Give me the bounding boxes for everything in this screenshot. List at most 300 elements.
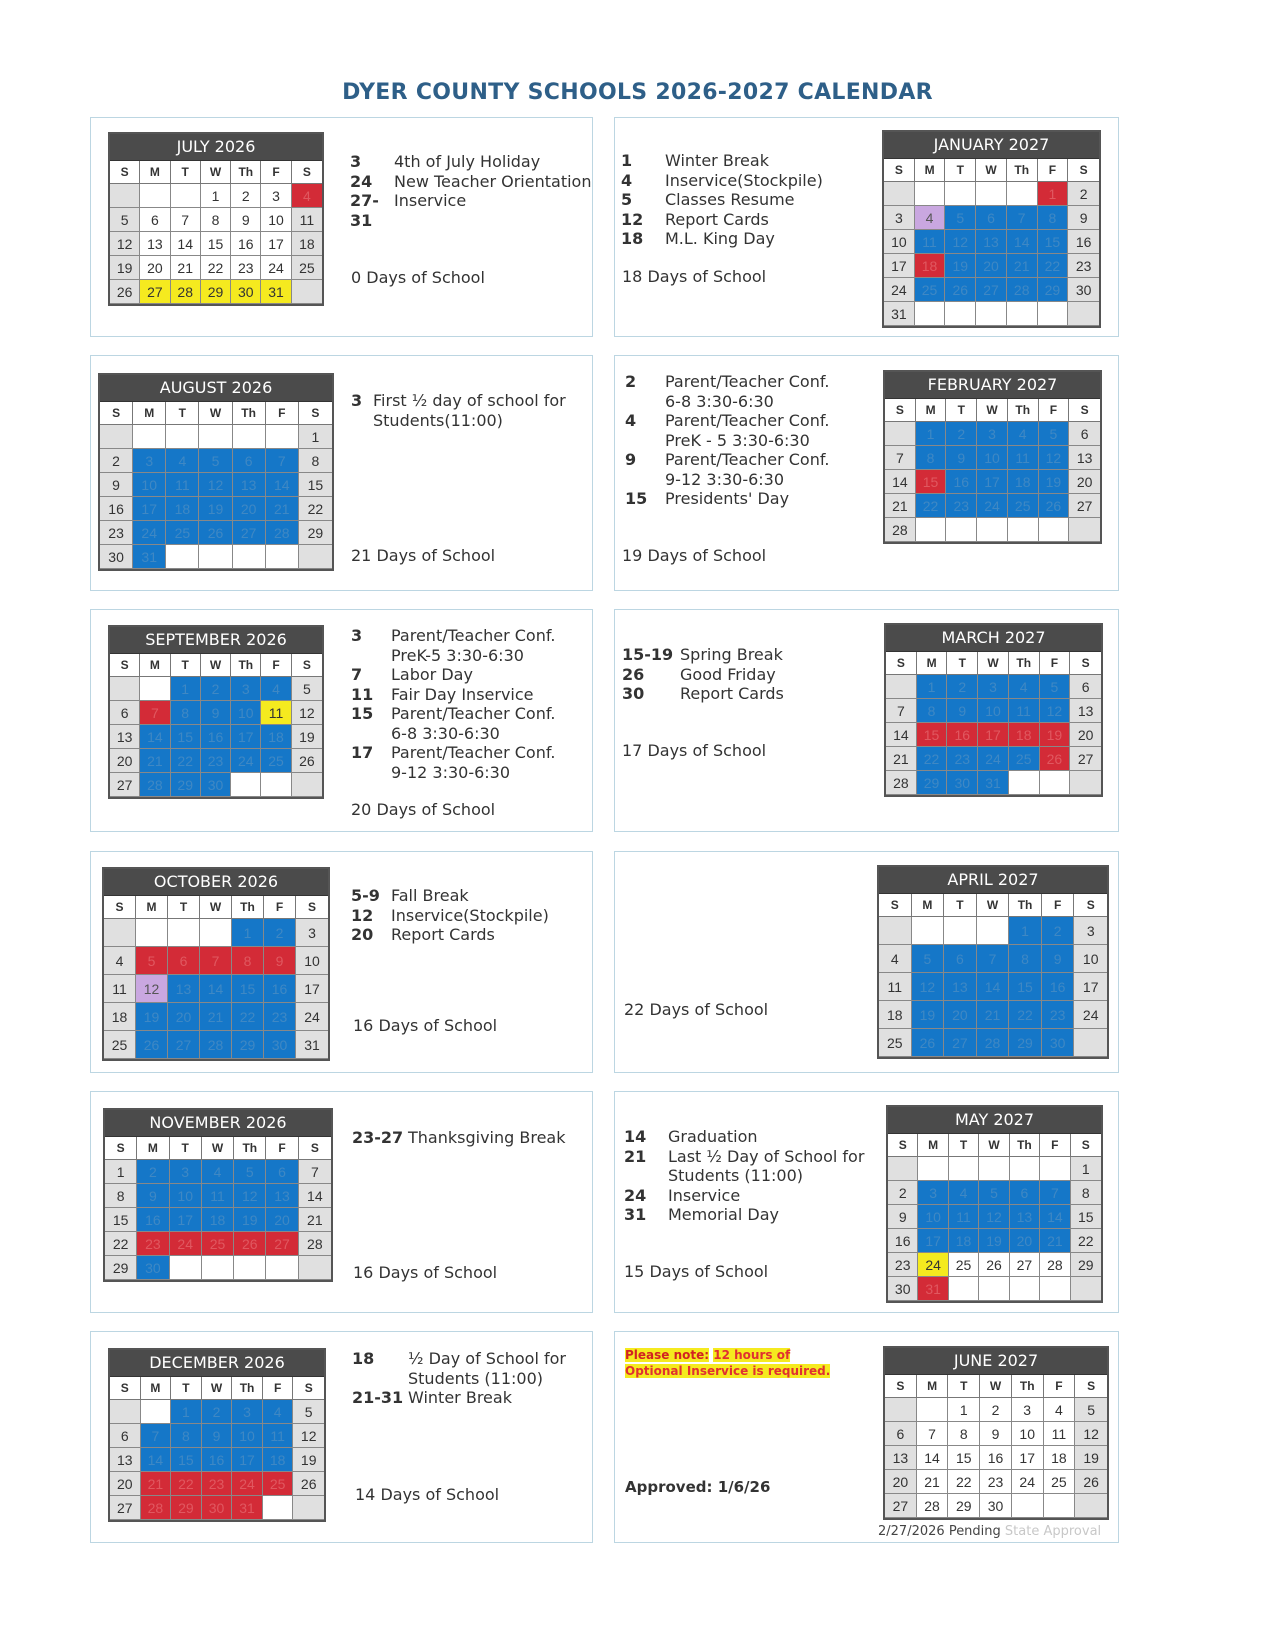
calendar-day: 21 <box>171 256 201 280</box>
calendar-day: 6 <box>885 1422 917 1446</box>
month-title: MAY 2027 <box>888 1107 1101 1134</box>
calendar-day: 20 <box>1069 470 1100 494</box>
calendar-day: 6 <box>110 701 140 725</box>
calendar-day: 28 <box>977 1029 1010 1057</box>
empty-day <box>1039 518 1070 542</box>
calendar-day: 21 <box>140 749 170 773</box>
note-item <box>351 743 555 782</box>
empty-day <box>918 1157 948 1181</box>
calendar-day: 4 <box>949 1181 979 1205</box>
calendar-day: 16 <box>1042 973 1075 1001</box>
calendar-day: 17 <box>1012 1446 1044 1470</box>
calendar-day: 13 <box>1010 1205 1040 1229</box>
calendar-day: 18 <box>1008 470 1039 494</box>
calendar-day: 13 <box>944 973 977 1001</box>
calendar-day: 22 <box>171 749 201 773</box>
calendar-day: 7 <box>1040 1181 1070 1205</box>
calendar-day: 2 <box>100 449 133 473</box>
note-text: Fall Break <box>391 886 469 905</box>
calendar-day: 23 <box>202 1472 233 1496</box>
calendar-day: 27 <box>944 1029 977 1057</box>
calendar-day: 20 <box>944 1001 977 1029</box>
empty-day <box>1007 182 1038 206</box>
calendar-day: 27 <box>976 278 1007 302</box>
empty-day <box>884 182 915 206</box>
empty-day <box>140 677 170 701</box>
note-date: 7 <box>351 665 363 684</box>
calendar-day: 18 <box>263 1448 294 1472</box>
calendar-day: 24 <box>978 747 1009 771</box>
day-header: S <box>110 654 140 677</box>
calendar-day: 5 <box>1040 675 1071 699</box>
note-item <box>351 906 549 926</box>
empty-day <box>231 773 261 797</box>
day-header: S <box>1071 1134 1101 1157</box>
calendar-day: 3 <box>1074 917 1107 945</box>
calendar-day: 16 <box>980 1446 1012 1470</box>
calendar-day: 6 <box>1069 422 1100 446</box>
calendar-day: 17 <box>133 497 166 521</box>
note-text: First ½ day of school for Students(11:00) <box>373 391 566 430</box>
calendar-may <box>886 1105 1103 1303</box>
calendar-day: 12 <box>945 230 976 254</box>
empty-day <box>949 1277 979 1301</box>
calendar-day: 10 <box>231 701 261 725</box>
calendar-day: 28 <box>917 1494 949 1518</box>
day-header: F <box>1040 1134 1070 1157</box>
footer-status: Pending <box>948 1524 1001 1539</box>
calendar-day: 29 <box>1071 1253 1101 1277</box>
day-header: M <box>915 159 946 182</box>
calendar-day: 25 <box>263 1472 294 1496</box>
calendar-day: 17 <box>1074 973 1107 1001</box>
calendar-day: 23 <box>947 747 978 771</box>
day-header: T <box>947 652 978 675</box>
day-header: Th <box>232 896 264 919</box>
calendar-day: 30 <box>1068 278 1099 302</box>
note-text: New Teacher Orientation <box>394 171 592 191</box>
calendar-day: 16 <box>201 725 231 749</box>
calendar-day: 4 <box>292 184 322 208</box>
calendar-day: 7 <box>200 947 232 975</box>
calendar-day: 29 <box>948 1494 980 1518</box>
calendar-day: 20 <box>266 1208 298 1232</box>
note-text: Inservice(Stockpile) <box>665 170 823 190</box>
calendar-day: 14 <box>977 973 1010 1001</box>
empty-day <box>1040 1157 1070 1181</box>
calendar-day: 26 <box>945 278 976 302</box>
calendar-day: 19 <box>912 1001 945 1029</box>
calendar-day: 17 <box>918 1229 948 1253</box>
calendar-day: 12 <box>110 232 140 256</box>
calendar-day: 28 <box>171 280 201 304</box>
calendar-june <box>883 1346 1109 1520</box>
calendar-day: 28 <box>141 1496 172 1520</box>
day-header: Th <box>231 654 261 677</box>
calendar-day: 5 <box>1075 1398 1107 1422</box>
empty-day <box>292 773 322 797</box>
calendar-day: 26 <box>199 521 232 545</box>
day-header: T <box>946 399 977 422</box>
calendar-day: 2 <box>202 1400 233 1424</box>
calendar-day: 19 <box>1040 723 1071 747</box>
empty-day <box>879 917 912 945</box>
day-header: S <box>1075 1375 1107 1398</box>
calendar-day: 3 <box>232 1400 263 1424</box>
calendar-day: 20 <box>1010 1229 1040 1253</box>
day-header: S <box>299 402 332 425</box>
calendar-day: 7 <box>140 701 170 725</box>
calendar-day: 19 <box>136 1003 168 1031</box>
calendar-day: 27 <box>110 1496 141 1520</box>
empty-day <box>949 1157 979 1181</box>
calendar-day: 6 <box>1070 675 1101 699</box>
calendar-day: 21 <box>977 1001 1010 1029</box>
calendar-day: 3 <box>977 422 1008 446</box>
empty-day <box>202 1256 234 1280</box>
note-date: 21 <box>624 1146 647 1166</box>
calendar-day: 14 <box>917 1446 949 1470</box>
calendar-day: 19 <box>292 725 322 749</box>
calendar-day: 15 <box>201 232 231 256</box>
empty-day <box>915 302 946 326</box>
empty-day <box>1012 1494 1044 1518</box>
empty-day <box>944 917 977 945</box>
calendar-day: 1 <box>948 1398 980 1422</box>
empty-day <box>1038 302 1069 326</box>
day-header: Th <box>233 402 266 425</box>
empty-day <box>1007 302 1038 326</box>
day-header: W <box>201 161 231 184</box>
day-header: Th <box>1008 399 1039 422</box>
calendar-day: 10 <box>918 1205 948 1229</box>
calendar-day: 14 <box>886 723 917 747</box>
calendar-day: 16 <box>946 470 977 494</box>
calendar-december <box>108 1348 326 1522</box>
calendar-day: 2 <box>201 677 231 701</box>
calendar-day: 7 <box>266 449 299 473</box>
please-note-label: Please note: <box>625 1348 710 1362</box>
calendar-day: 10 <box>1074 945 1107 973</box>
empty-day <box>293 1496 324 1520</box>
calendar-day: 6 <box>1010 1181 1040 1205</box>
note-date: 21-31 <box>352 1388 404 1407</box>
calendar-day: 10 <box>133 473 166 497</box>
calendar-day: 14 <box>1007 230 1038 254</box>
note-item <box>622 665 784 685</box>
calendar-day: 26 <box>293 1472 324 1496</box>
empty-day <box>110 1400 141 1424</box>
calendar-day: 26 <box>1039 494 1070 518</box>
calendar-day: 16 <box>1068 230 1099 254</box>
calendar-day: 1 <box>1071 1157 1101 1181</box>
calendar-day: 12 <box>293 1424 324 1448</box>
calendar-day: 20 <box>140 256 170 280</box>
calendar-day: 17 <box>170 1208 202 1232</box>
empty-day <box>199 425 232 449</box>
calendar-day: 14 <box>1040 1205 1070 1229</box>
day-header: S <box>292 654 322 677</box>
calendar-day: 5 <box>293 1400 324 1424</box>
note-item <box>621 210 823 230</box>
calendar-day: 22 <box>232 1003 264 1031</box>
calendar-day: 9 <box>100 473 133 497</box>
calendar-day: 4 <box>879 945 912 973</box>
calendar-day: 18 <box>166 497 199 521</box>
calendar-day: 25 <box>261 749 291 773</box>
calendar-day: 20 <box>976 254 1007 278</box>
calendar-day: 27 <box>885 1494 917 1518</box>
note-text: Inservice <box>394 191 467 210</box>
calendar-day: 11 <box>915 230 946 254</box>
calendar-day: 28 <box>885 518 916 542</box>
day-header: S <box>110 1377 141 1400</box>
footer-date: 2/27/2026 <box>878 1524 945 1539</box>
calendar-day: 19 <box>1039 470 1070 494</box>
days-of-school-august: 21 Days of School <box>351 546 496 565</box>
calendar-day: 16 <box>202 1448 233 1472</box>
calendar-day: 13 <box>140 232 170 256</box>
calendar-day: 24 <box>133 521 166 545</box>
calendar-day: 2 <box>888 1181 918 1205</box>
notes-july <box>350 152 591 230</box>
calendar-day: 7 <box>885 446 916 470</box>
calendar-day: 5 <box>979 1181 1009 1205</box>
notes-january <box>621 151 823 249</box>
calendar-day: 13 <box>1069 446 1100 470</box>
calendar-day: 3 <box>978 675 1009 699</box>
calendar-day: 4 <box>166 449 199 473</box>
empty-day <box>979 1277 1009 1301</box>
day-header: M <box>917 1375 949 1398</box>
empty-day <box>1070 771 1101 795</box>
empty-day <box>199 545 232 569</box>
notes-october <box>351 886 549 945</box>
calendar-day: 31 <box>133 545 166 569</box>
day-header: S <box>1070 652 1101 675</box>
day-header: S <box>1074 894 1107 917</box>
calendar-day: 10 <box>261 208 291 232</box>
calendar-day: 22 <box>917 747 948 771</box>
calendar-day: 12 <box>199 473 232 497</box>
calendar-day: 14 <box>885 470 916 494</box>
calendar-day: 15 <box>1071 1205 1101 1229</box>
days-of-school-january: 18 Days of School <box>622 267 767 286</box>
calendar-day: 6 <box>266 1160 298 1184</box>
calendar-day: 3 <box>296 919 328 947</box>
calendar-day: 13 <box>110 1448 141 1472</box>
calendar-day: 22 <box>948 1470 980 1494</box>
day-header: S <box>100 402 133 425</box>
calendar-day: 15 <box>105 1208 137 1232</box>
calendar-day: 8 <box>916 446 947 470</box>
day-header: W <box>199 402 232 425</box>
calendar-day: 12 <box>912 973 945 1001</box>
days-of-school-october: 16 Days of School <box>353 1016 498 1035</box>
day-header: M <box>912 894 945 917</box>
note-text: Winter Break <box>408 1388 512 1407</box>
footer <box>878 1524 1101 1539</box>
calendar-day: 4 <box>1009 675 1040 699</box>
note-text: 4th of July Holiday <box>394 152 541 171</box>
calendar-day: 1 <box>171 677 201 701</box>
calendar-day: 29 <box>171 1496 202 1520</box>
note-item <box>622 684 784 704</box>
calendar-day: 8 <box>917 699 948 723</box>
day-header: T <box>948 1375 980 1398</box>
day-header: F <box>264 896 296 919</box>
note-date: 5 <box>621 190 633 209</box>
calendar-day: 7 <box>886 699 917 723</box>
calendar-day: 7 <box>977 945 1010 973</box>
note-text: Winter Break <box>665 151 769 170</box>
calendar-day: 23 <box>231 256 261 280</box>
approved-date: Approved: 1/6/26 <box>625 1478 771 1496</box>
day-header: M <box>133 402 166 425</box>
empty-day <box>171 184 201 208</box>
calendar-day: 12 <box>1075 1422 1107 1446</box>
note-date: 12 <box>351 905 374 925</box>
calendar-day: 23 <box>980 1470 1012 1494</box>
calendar-day: 6 <box>233 449 266 473</box>
day-header: S <box>884 159 915 182</box>
calendar-day: 11 <box>261 701 291 725</box>
day-header: F <box>1044 1375 1076 1398</box>
day-header: F <box>1042 894 1075 917</box>
calendar-day: 28 <box>1040 1253 1070 1277</box>
calendar-day: 21 <box>299 1208 331 1232</box>
day-header: S <box>1069 399 1100 422</box>
calendar-day: 14 <box>299 1184 331 1208</box>
calendar-day: 2 <box>137 1160 169 1184</box>
calendar-day: 2 <box>1042 917 1075 945</box>
calendar-day: 17 <box>296 975 328 1003</box>
calendar-day: 10 <box>978 699 1009 723</box>
note-text: Fair Day Inservice <box>391 684 534 704</box>
calendar-day: 17 <box>261 232 291 256</box>
note-item <box>625 489 829 509</box>
day-header: S <box>105 1137 137 1160</box>
note-item <box>624 1205 864 1225</box>
note-text: Parent/Teacher Conf. 9-12 3:30-6:30 <box>391 743 556 782</box>
calendar-day: 8 <box>232 947 264 975</box>
calendar-day: 11 <box>263 1424 294 1448</box>
note-date: 14 <box>624 1127 647 1146</box>
calendar-day: 22 <box>171 1472 202 1496</box>
note-item <box>621 171 823 191</box>
empty-day <box>1040 1277 1070 1301</box>
note-text: Parent/Teacher Conf. 6-8 3:30-6:30 <box>391 704 556 743</box>
calendar-day: 15 <box>299 473 332 497</box>
calendar-day: 10 <box>232 1424 263 1448</box>
empty-day <box>170 1256 202 1280</box>
calendar-day: 21 <box>1040 1229 1070 1253</box>
day-header: F <box>1038 159 1069 182</box>
calendar-day: 23 <box>1068 254 1099 278</box>
calendar-day: 30 <box>100 545 133 569</box>
calendar-day: 25 <box>104 1031 136 1059</box>
calendar-day: 4 <box>915 206 946 230</box>
calendar-day: 28 <box>1007 278 1038 302</box>
calendar-day: 5 <box>292 677 322 701</box>
day-header: F <box>1039 399 1070 422</box>
calendar-day: 31 <box>261 280 291 304</box>
calendar-day: 26 <box>292 749 322 773</box>
calendar-day: 8 <box>171 1424 202 1448</box>
day-header: S <box>888 1134 918 1157</box>
day-header: T <box>945 159 976 182</box>
calendar-day: 30 <box>1042 1029 1075 1057</box>
calendar-day: 20 <box>168 1003 200 1031</box>
days-of-school-november: 16 Days of School <box>353 1263 498 1282</box>
empty-day <box>1010 1157 1040 1181</box>
calendar-day: 29 <box>917 771 948 795</box>
note-item <box>624 1147 864 1186</box>
calendar-day: 9 <box>264 947 296 975</box>
day-header: S <box>1068 159 1099 182</box>
day-header: F <box>261 161 291 184</box>
day-header: S <box>110 161 140 184</box>
calendar-day: 27 <box>266 1232 298 1256</box>
calendar-day: 8 <box>1038 206 1069 230</box>
day-header: F <box>1040 652 1071 675</box>
note-text: Labor Day <box>391 665 473 684</box>
empty-day <box>233 545 266 569</box>
day-header: F <box>266 402 299 425</box>
note-date: 18 <box>352 1349 375 1368</box>
calendar-day: 29 <box>201 280 231 304</box>
calendar-day: 20 <box>110 749 140 773</box>
calendar-day: 3 <box>261 184 291 208</box>
calendar-day: 6 <box>168 947 200 975</box>
calendar-day: 30 <box>888 1277 918 1301</box>
calendar-day: 20 <box>233 497 266 521</box>
calendar-day: 21 <box>917 1470 949 1494</box>
calendar-day: 8 <box>105 1184 137 1208</box>
day-header: Th <box>234 1137 266 1160</box>
calendar-day: 11 <box>1044 1422 1076 1446</box>
note-item <box>351 925 549 945</box>
calendar-day: 28 <box>886 771 917 795</box>
day-header: T <box>166 402 199 425</box>
note-text: Good Friday <box>680 664 776 684</box>
calendar-day: 24 <box>884 278 915 302</box>
note-date: 3 <box>350 152 362 171</box>
note-item <box>350 172 591 192</box>
empty-day <box>976 182 1007 206</box>
calendar-day: 10 <box>884 230 915 254</box>
note-date: 12 <box>621 209 644 229</box>
calendar-day: 25 <box>1009 747 1040 771</box>
notes-august <box>351 391 566 430</box>
note-text: Memorial Day <box>668 1205 779 1224</box>
calendar-day: 29 <box>1038 278 1069 302</box>
calendar-day: 30 <box>231 280 261 304</box>
calendar-day: 23 <box>1042 1001 1075 1029</box>
calendar-day: 17 <box>231 725 261 749</box>
day-header: Th <box>1010 1134 1040 1157</box>
calendar-day: 8 <box>948 1422 980 1446</box>
empty-day <box>1010 1277 1040 1301</box>
empty-day <box>915 182 946 206</box>
calendar-day: 15 <box>1009 973 1042 1001</box>
day-header: F <box>263 1377 294 1400</box>
day-header: S <box>299 1137 331 1160</box>
calendar-day: 5 <box>1039 422 1070 446</box>
note-text: ½ Day of School for Students (11:00) <box>408 1349 566 1388</box>
note-text: Report Cards <box>665 209 769 229</box>
calendar-day: 2 <box>231 184 261 208</box>
